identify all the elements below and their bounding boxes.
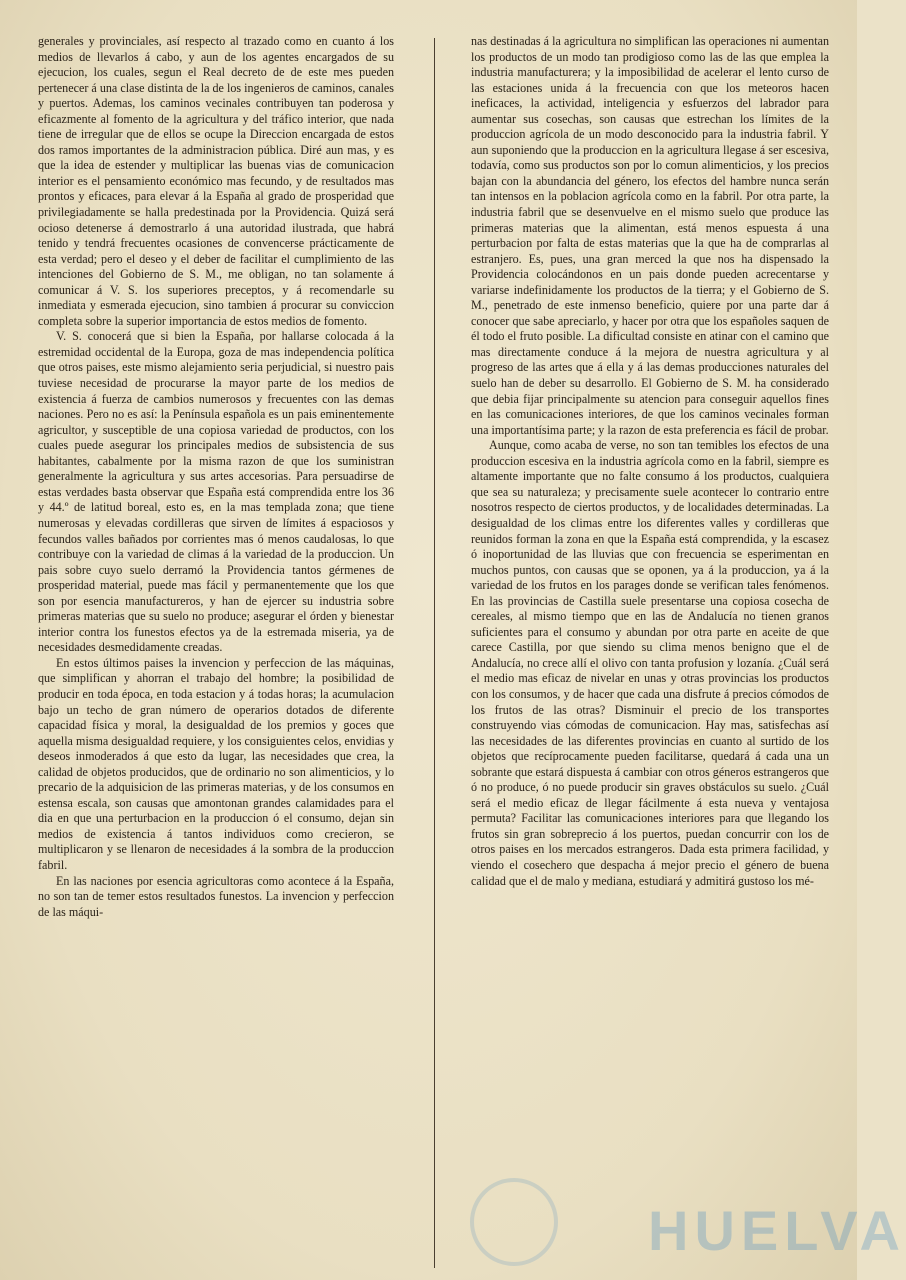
right-paragraph-1: nas destinadas á la agricultura no simplifican las operaciones ni aumentan los productos de un modo tan prodigioso como las de las que emplea la industria manufacturera; y la imposibilidad de acelerar el lento curso de las estaciones unida á la frecuencia con que los meteoros hacen ineficaces, la actividad, inteligencia y esfuerzos del labrador para aumentar sus cosechas, son causas que estrechan los límites de la produccion agrícola de un modo desconocido para la industria fabril. Y aun suponiendo que la produccion en la agricultura llegase á ser escesiva, todavía, como sus productos son por lo comun alimenticios, y los precios bajan con la abundancia del género, los efectos del hambre nunca serán tan intensos en la poblacion agrícola como en la fabril. Por otra parte, la industria fabril que se desenvuelve en el mismo suelo que produce las primeras materias que la alimentan, está menos espuesta á una perturbacion por falta de estas materias que la que ha de comprarlas al estranjero. Es, pues, una gran merced la que nos ha dispensado la Providencia colocándonos en un pais donde pueden acrecentarse y variarse indefinidamente los productos de la tierra; y el Gobierno de S. M., penetrado de este inmenso beneficio, quiere por una parte dar á conocer que sabe apreciarlo, y hacer por otra que los españoles saquen de él todo el fruto posible. La dificultad consiste en atinar con el camino que mas directamente conduce á la mejora de nuestra agricultura y al progreso de las artes que á ella y á las demas producciones naturales del suelo han de deber su desarrollo. El Gobierno de S. M. ha considerado que debia fijar principalmente su atencion para conseguir aquellos fines en las comunicaciones interiores, de que los caminos vecinales forman una importantísima parte; y la razon de esta preferencia es fácil de probar.	[471, 34, 829, 437]
watermark-text: HUELVA	[648, 1199, 906, 1262]
library-seal-icon	[470, 1178, 558, 1266]
left-column	[38, 34, 394, 920]
left-paragraph-2: V. S. conocerá que si bien la España, por hallarse colocada á la estremidad occidental de la Europa, goza de mas independencia política que otros paises, este mismo alejamiento seria perjudicial, si nuestro pais tuviese necesidad de procurarse la mayor parte de los medios de existencia á fuerza de cambios numerosos y frecuentes con las demas naciones. Pero no es así: la Península española es un pais eminentemente agricultor, y susceptible de una copiosa variedad de productos, con los cuales puede asegurar los principales medios de subsistencia de sus habitantes, cabalmente por la misma razon de que los suministran generalmente la agricultura y sus artes accesorias. Para persuadirse de estas verdades basta observar que España está comprendida entre los 36 y 44.º de latitud boreal, esto es, en la mas templada zona; que tiene numerosas y elevadas cordilleras que sirven de límites á espaciosos y fecundos valles bañados por corrientes mas ó menos caudalosas, lo que contribuye con la variedad de climas á la variedad de la produccion. Un pais sobre cuyo suelo derramó la Providencia tantos gérmenes de prosperidad material, puede mas fácil y permanentemente que los que son por esencia manufactureros, y han de ejercer su industria sobre primeras materias que su suelo no produce; asegurar el órden y bienestar interior contra los funestos efectos ya de la estremada miseria, ya de necesidades desmedidamente creadas.	[38, 329, 394, 655]
left-paragraph-4: En las naciones por esencia agricultoras como acontece á la España, no son tan de temer estos resultados funestos. La invencion y perfeccion de las máqui-	[38, 873, 394, 919]
right-paragraph-2: Aunque, como acaba de verse, no son tan temibles los efectos de una produccion escesiva en la industria agrícola como en la fabril, siempre es altamente importante que no falte consumo á los productos, cualquiera que sea su naturaleza; y precisamente suele acontecer lo contrario entre nosotros respecto de ciertos productos, y de localidades determinadas. La desigualdad de los climas entre los diferentes valles y cordilleras que reunidos forman la zona en que la España está comprendida, y la escasez ó inoportunidad de las lluvias que con frecuencia se esperimentan en muchos puntos, con causas que se oponen, ya á la produccion, ya á la variedad de los frutos en los parages donde se verifican tales fenómenos. En las provincias de Castilla suele presentarse una copiosa cosecha de cereales, al mismo tiempo que en las de Andalucía no tienen granos suficientes para el consumo y abundan por otra parte en aceite de que carece Castilla, por que siendo su clima menos benigno que el de Andalucía, no crece allí el olivo con tanta profusion y lozanía. ¿Cuál será el medio mas eficaz de nivelar en unas y otras provincias los productos con los consumos, y de hacer que cada una disfrute á precios cómodos de los frutos de las otras? Disminuir el precio de los transportes construyendo vias cómodas de comunicacion. Hay mas, satisfechas así las necesidades de las diferentes provincias en cuanto al surtido de los objetos que recíprocamente pueden facilitarse, quedará á cada una un sobrante que estará dispuesta á cambiar con otros géneros estrangeros que ó no produce, ó no puede producir sin graves obstáculos su suelo. ¿Cuál será el medio eficaz de llegar fácilmente á esta nueva y ventajosa permuta? Facilitar las comunicaciones interiores para que llegando los frutos sin gran sobreprecio á los puertos, puedan concurrir con los de otros paises en los mercados estrangeros. Dada esta primera facilidad, y viendo el cosechero que despacha á mejor precio el género de buena calidad que el de malo y mediana, estudiará y admitirá gustoso los mé-	[471, 438, 829, 888]
column-divider	[434, 38, 435, 1268]
left-paragraph-1: generales y provinciales, así respecto al trazado como en cuanto á los medios de llevarlos á cabo, y aun de los agentes encargados de su ejecucion, los cuales, segun el Real decreto de de este mes pueden pertenecer á una clase distinta de la de los ingenieros de caminos, canales y puertos. Ademas, los caminos vecinales contribuyen tan poderosa y eficazmente al fomento de la agricultura y del tráfico interior, que nada tiene de irregular que de ellos se ocupe la Direccion encargada de estos dos ramos importantes de la administracion pública. Diré aun mas, y es que la idea de estender y multiplicar las buenas vias de comunicacion interior es el pensamiento económico mas fecundo, y de resultados mas prontos y eficaces, para elevar á la España al grado de prosperidad que privilegiadamente se halla predestinada por la Providencia. Quizá será ocioso detenerse á demostrarlo á una autoridad ilustrada, que habrá tenido y tendrá frecuentes ocasiones de convencerse prácticamente de esta verdad; pero el deseo y el deber de facilitar el cumplimiento de las intenciones del Gobierno de S. M., me obligan, no tan solamente á comunicar á V. S. los superiores preceptos, y á recomendarle su inmediata y esmerada ejecucion, sino tambien á procurar su conviccion completa sobre la superior importancia de estos medios de fomento.	[38, 34, 394, 328]
left-paragraph-3: En estos últimos paises la invencion y perfeccion de las máquinas, que simplifican y ahorran el trabajo del hombre; la posibilidad de producir en toda época, en toda estacion y á todas horas; la acumulacion bajo un techo de gran número de operarios dotados de diferente capacidad física y moral, la desigualdad de los premios y goces que aquella misma desigualdad requiere, y los consiguientes celos, envidias y deseos inmoderados á que esto da lugar, las necesidades que crea, la calidad de objetos producidos, que de ordinario no son alimenticios, y lo precario de la adquisicion de las primeras materias, y de los consumos en estensa escala, son causas que amontonan grandes calamidades para el dia en que una perturbacion en la produccion ó el consumo, dejan sin medios de existencia á tantos individuos como crecieron, se multiplicaron y se llenaron de necesidades á la sombra de la produccion fabril.	[38, 655, 394, 872]
right-column	[471, 34, 829, 889]
